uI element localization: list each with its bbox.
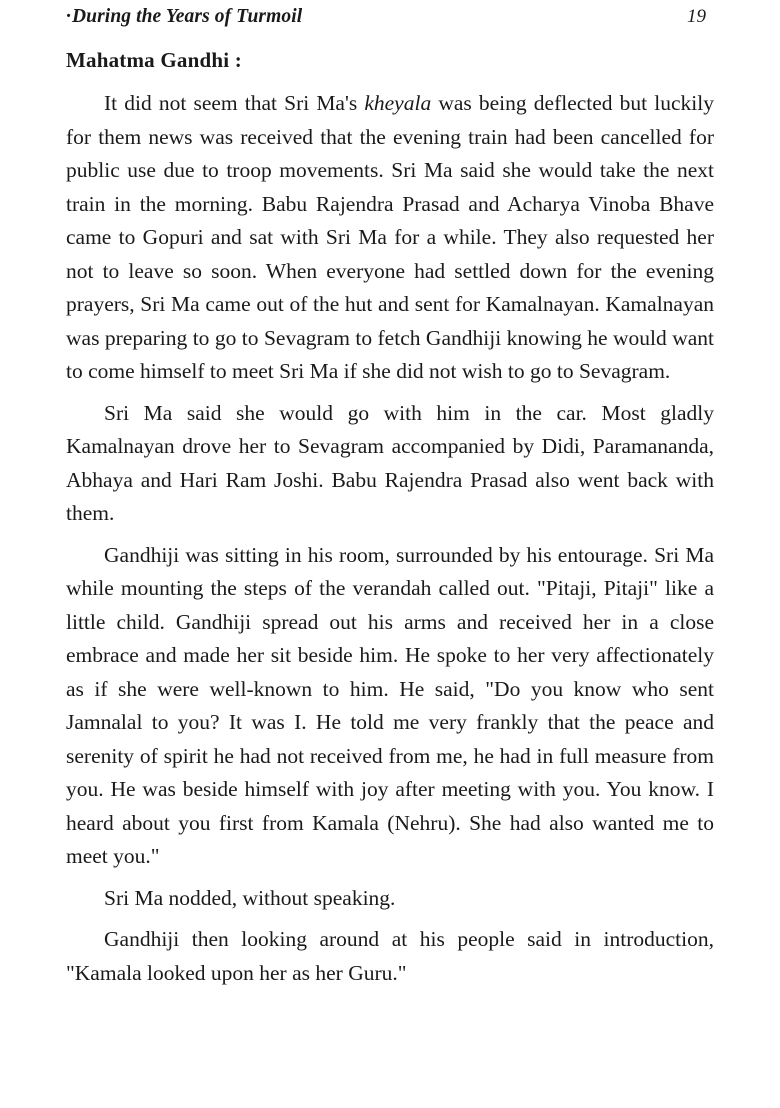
body-paragraph (66, 397, 714, 531)
text-run: It did not seem that Sri Ma's (104, 91, 365, 115)
page-header (66, 0, 714, 34)
text-run: was being deflected but luckily for them news was received that the evening train had been cancelled for public use due to troop movements. Sri Ma said she would take the next train in the morning. Babu Rajendra Prasad and Acharya Vinoba Bhave came to Gopuri and sat with Sri Ma for a while. They also requested her not to leave so soon. When everyone had settled down for the evening prayers, Sri Ma came out of the hut and sent for Kamalnayan. Kamalnayan was preparing to go to Sevagram to fetch Gandhiji knowing he would want to come himself to meet Sri Ma if she did not wish to go to Sevagram. (66, 91, 714, 383)
text-run: Sri Ma nodded, without speaking. (104, 885, 396, 910)
text-run: Gandhiji was sitting in his room, surrounded by his entourage. Sri Ma while mounting the steps of the verandah called out. "Pitaji, Pitaji" like a little child. Gandhiji spread out his arms and received her in a close embrace and made her sit beside him. He spoke to her very affectionately as if she were well-known to him. He said, "Do you know who sent Jamnalal to you? It was I. He told me very frankly that the peace and serenity of spirit he had not received from me, he had in full measure from you. He was beside himself with joy after meeting with you. You know. I heard about you first from Kamala (Nehru). She had also wanted me to meet you." (66, 542, 714, 868)
paragraph-list (66, 87, 714, 990)
page-body (66, 48, 714, 990)
running-title: · During the Years of Turmoil (66, 6, 302, 28)
section-heading: Mahatma Gandhi : (66, 48, 242, 72)
text-run: Gandhiji then looking around at his people said in introduction, "Kamala looked upon her as her Guru." (66, 927, 714, 985)
page-number: 19 (687, 6, 706, 27)
body-paragraph (66, 923, 714, 990)
body-paragraph (66, 87, 714, 389)
text-run: Sri Ma said she would go with him in the car. Most gladly Kamalnayan drove her to Sevagram accompanied by Didi, Paramananda, Abhaya and Hari Ram Joshi. Babu Rajendra Prasad also went back with them. (66, 400, 714, 525)
italic-term: kheyala (364, 91, 432, 115)
body-paragraph (66, 539, 714, 874)
body-paragraph (66, 882, 714, 916)
